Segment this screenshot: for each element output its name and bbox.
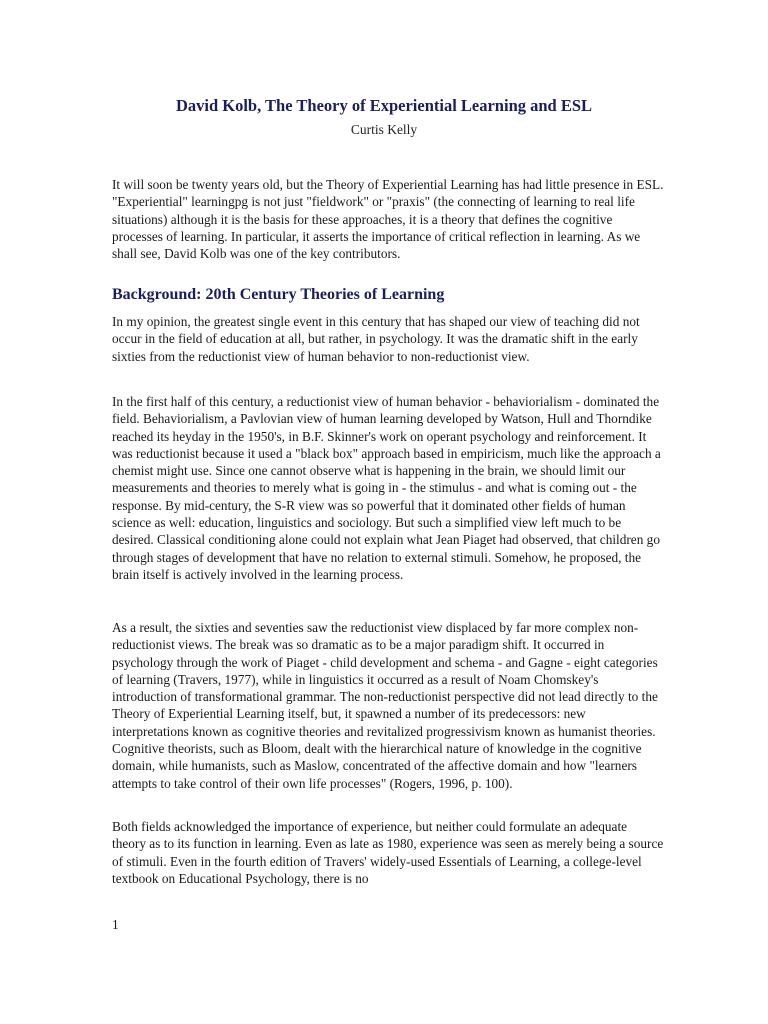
document-title: David Kolb, The Theory of Experiential Learning and ESL: [175, 96, 593, 115]
body-paragraph: Both fields acknowledged the importance of experience, but neither could formulate an adequate theory as to its function in learning. Even as late as 1980, experience was seen as merely being a source of stimuli. Even in the fourth edition of Travers' widely-used Essentials of Learning, a college-level textbook on Educational Psychology, there is no: [112, 819, 664, 886]
section-heading: Background: 20th Century Theories of Learning: [112, 286, 445, 303]
page-number: 1: [112, 917, 119, 932]
intro-paragraph: It will soon be twenty years old, but the Theory of Experiential Learning has had little presence in ESL. "Experiential" learningpg is not just "fieldwork" or "praxis" (the connecting of learning to real life situations) although it is the basis for these approaches, it is a theory that defines the cognitive processes of learning. In particular, it asserts the importance of critical reflection in learning. As we shall see, David Kolb was one of the key contributors.: [112, 177, 664, 262]
body-paragraph: In the first half of this century, a reductionist view of human behavior - behaviorialism - dominated the field. Behaviorialism, a Pavlovian view of human learning developed by Watson, Hull and Thorndike reached its heyday in the 1950's, in B.F. Skinner's work on operant psychology and reinforcement. It was reductionist because it used a "black box" approach based in empiricism, much like the approach a chemist might use. Since one cannot observe what is happening in the brain, we should limit our measurements and theories to merely what is going in - the stimulus - and what is coming out - the response. By mid-century, the S-R view was so powerful that it dominated other fields of human science as well: education, linguistics and sociology. But such a simplified view left much to be desired. Classical conditioning alone could not explain what Jean Piaget had observed, that children go through stages of development that have no relation to external stimuli. Somehow, he proposed, the brain itself is actively involved in the learning process.: [112, 394, 661, 582]
body-paragraph: As a result, the sixties and seventies saw the reductionist view displaced by far more complex non-reductionist views. The break was so dramatic as to be a major paradigm shift. It occurred in psychology through the work of Piaget - child development and schema - and Gagne - eight categories of learning (Travers, 1977), while in linguistics it occurred as a result of Noam Chomskey's introduction of transformational grammar. The non-reductionist perspective did not lead directly to the Theory of Experiential Learning itself, but, it spawned a number of its predecessors: new interpretations known as cognitive theories and revitalized progressivism known as humanist theories. Cognitive theorists, such as Bloom, dealt with the hierarchical nature of knowledge in the cognitive domain, while humanists, such as Maslow, concentrated of the affective domain and how "learners attempts to take control of their own life processes" (Rogers, 1996, p. 100).: [112, 620, 658, 791]
author-name: Curtis Kelly: [350, 122, 418, 137]
body-paragraph: In my opinion, the greatest single event in this century that has shaped our view of teaching did not occur in the field of education at all, but rather, in psychology. It was the dramatic shift in the early sixties from the reductionist view of human behavior to non-reductionist view.: [112, 314, 640, 364]
